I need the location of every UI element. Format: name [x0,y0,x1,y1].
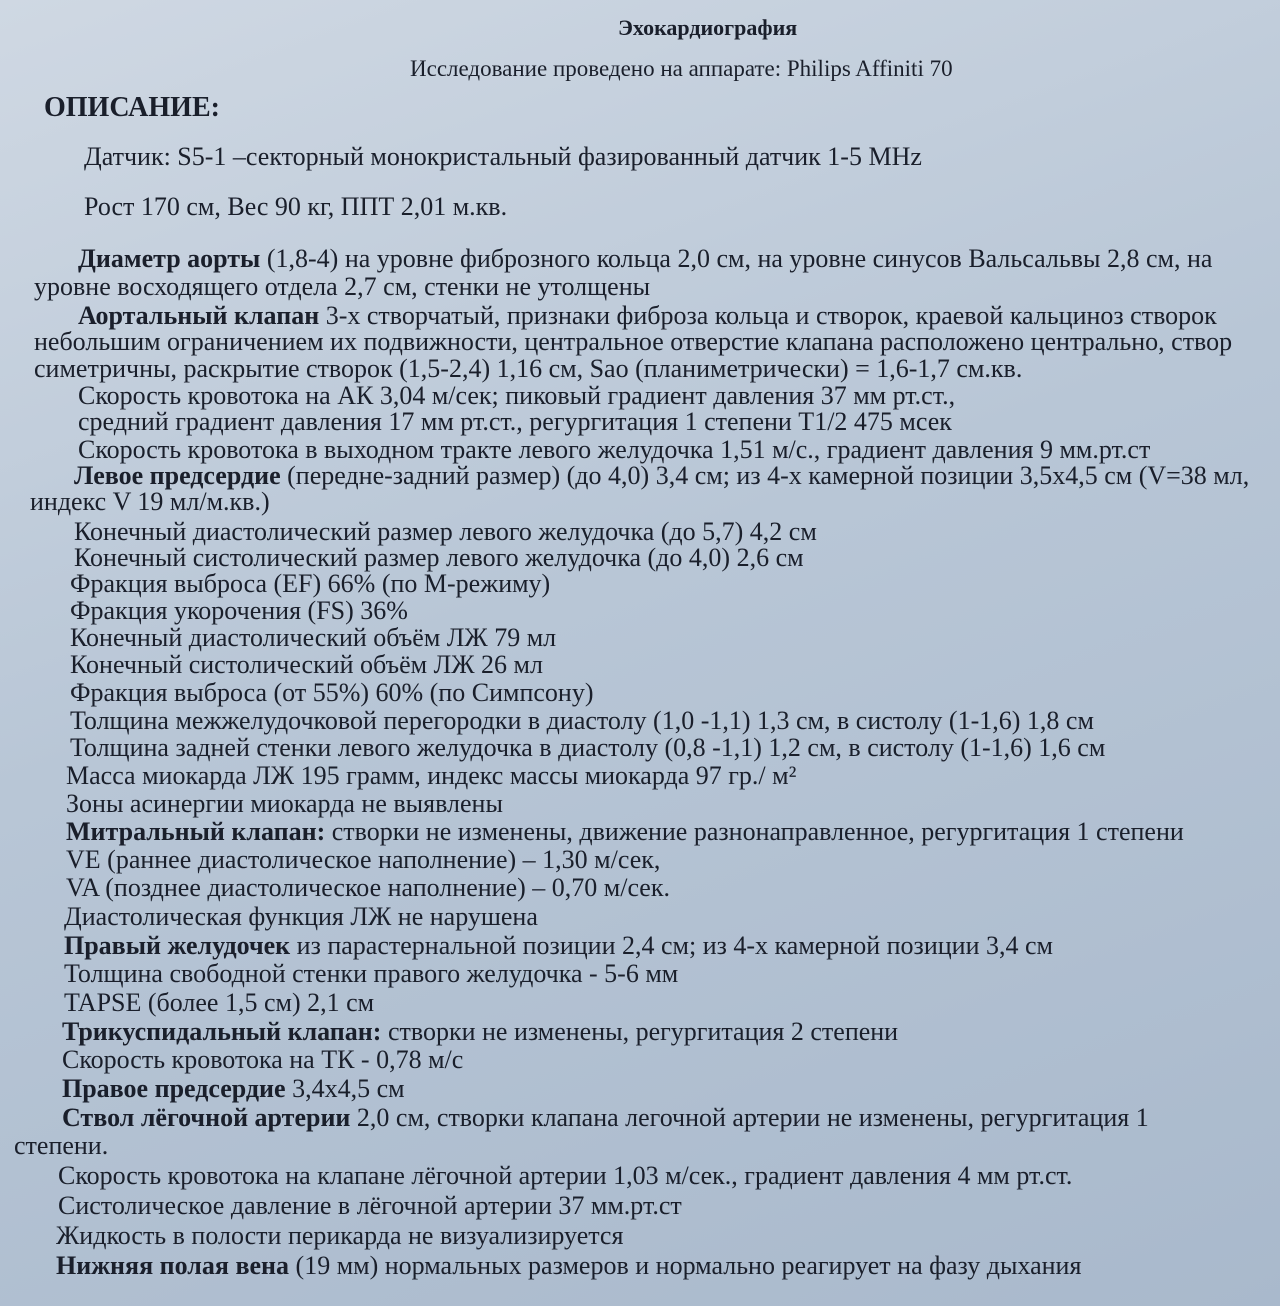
line-text: 3-х створчатый, признаки фиброза кольца и створок, краевой кальциноз створок [319,301,1217,330]
report-line [34,273,650,301]
report-line [70,624,556,652]
report-line [14,1132,108,1160]
section-label: Трикуспидальный клапан: [62,1017,382,1046]
device-line: Исследование проведено на аппарате: Philips Affiniti 70 [410,56,953,81]
line-text: Толщина межжелудочковой перегородки в диастолу (1,0 -1,1) 1,3 см, в систолу (1-1,6) 1,8 см [70,706,1094,735]
report-line [74,544,804,572]
line-text: 3,4х4,5 см [285,1074,405,1103]
report-line [64,960,678,988]
report-title: Эхокардиография [618,15,798,40]
report-line [62,1046,463,1074]
line-text: (передне-задний размер) (до 4,0) 3,4 см; из 4-х камерной позиции 3,5х4,5 см (V=38 мл, [280,461,1250,490]
report-line [64,932,1053,960]
report-line [62,1104,1149,1132]
report-line [30,488,270,516]
report-line [66,874,670,902]
line-text: Диастолическая функция ЛЖ не нарушена [64,902,538,931]
report-line [74,462,1249,490]
report-line [70,651,543,679]
section-label: Правый желудочек [64,931,291,960]
line-text: Фракция укорочения (FS) 36% [70,596,408,625]
report-line [62,1018,898,1046]
line-text: степени. [14,1131,109,1160]
line-text: Скорость кровотока на клапане лёгочной артерии 1,03 м/сек., градиент давления 4 мм рт.ст. [58,1161,1073,1190]
line-text: Скорость кровотока на АК 3,04 м/сек; пиковый градиент давления 37 мм рт.ст., [78,381,956,410]
line-text: Толщина свободной стенки правого желудочка - 5-6 мм [64,959,679,988]
report-line [66,818,1184,846]
report-line [34,328,1232,356]
report-line [66,846,660,874]
line-text: индекс V 19 мл/м.кв.) [30,487,270,516]
report-line [58,1162,1072,1190]
report-line [78,245,1212,273]
report-line [66,762,796,790]
section-label: Ствол лёгочной артерии [62,1103,351,1132]
line-text: Фракция выброса (EF) 66% (по М-режиму) [70,569,551,598]
report-line [78,302,1217,330]
line-text: Масса миокарда ЛЖ 195 грамм, индекс массы миокарда 97 гр./ м² [66,761,797,790]
report-line [64,989,374,1017]
line-text: Конечный диастолический объём ЛЖ 79 мл [70,623,557,652]
line-text: из парастернальной позиции 2,4 см; из 4-х камерной позиции 3,4 см [290,931,1053,960]
line-text: Конечный систолический объём ЛЖ 26 мл [70,650,543,679]
report-line [70,707,1094,735]
sensor-line: Датчик: S5-1 –секторный монокристальный фазированный датчик 1-5 MHz [84,142,922,171]
report-line [66,790,503,818]
report-line [58,1192,682,1220]
line-text: симетричны, раскрытие створок (1,5-2,4) 1,16 см, Sao (планиметрически) = 1,6-1,7 см.кв. [34,354,1023,383]
line-text: 2,0 см, створки клапана легочной артерии не изменены, регургитация 1 [350,1103,1149,1132]
line-text: TAPSE (более 1,5 см) 2,1 см [64,988,375,1017]
report-line [34,355,1022,383]
line-text: VA (позднее диастолическое наполнение) – 0,70 м/сек. [66,873,670,902]
line-text: Зоны асинергии миокарда не выявлены [66,789,503,818]
report-line [70,734,1105,762]
section-label: Аортальный клапан [78,301,320,330]
line-text: Фракция выброса (от 55%) 60% (по Симпсону) [70,678,594,707]
report-line [74,518,817,546]
line-text: створки не изменены, движение разнонаправленное, регургитация 1 степени [325,817,1184,846]
line-text: Конечный систолический размер левого желудочка (до 4,0) 2,6 см [74,543,804,572]
section-label: Диаметр аорты [78,244,261,273]
line-text: Систолическое давление в лёгочной артерии 37 мм.рт.ст [58,1191,682,1220]
line-text: створки не изменены, регургитация 2 степени [381,1017,899,1046]
line-text: небольшим ограничением их подвижности, центральное отверстие клапана расположено центрально, створ [34,327,1233,356]
section-label: Нижняя полая вена [56,1251,290,1280]
anthropometry-line: Рост 170 см, Вес 90 кг, ППТ 2,01 м.кв. [84,192,508,221]
line-text: (19 мм) нормальных размеров и нормально реагирует на фазу дыхания [289,1251,1082,1280]
report-line [78,436,1150,464]
line-text: Конечный диастолический размер левого желудочка (до 5,7) 4,2 см [74,517,817,546]
section-label: Левое предсердие [74,461,281,490]
report-line [62,1075,405,1103]
line-text: Скорость кровотока в выходном тракте левого желудочка 1,51 м/с., градиент давления 9 мм.рт.ст [78,435,1151,464]
line-text: Скорость кровотока на ТК - 0,78 м/с [62,1045,464,1074]
line-text: Жидкость в полости перикарда не визуализируется [56,1221,624,1250]
line-text: уровне восходящего отдела 2,7 см, стенки не утолщены [34,272,651,301]
report-line [56,1252,1081,1280]
section-label: Митральный клапан: [66,817,326,846]
description-heading: ОПИСАНИЕ: [44,92,220,123]
report-line [70,597,408,625]
line-text: VE (раннее диастолическое наполнение) – 1,30 м/сек, [66,845,661,874]
section-label: Правое предсердие [62,1074,286,1103]
line-text: Толщина задней стенки левого желудочка в диастолу (0,8 -1,1) 1,2 см, в систолу (1-1,6) 1,6 см [70,733,1106,762]
line-text: средний градиент давления 17 мм рт.ст., регургитация 1 степени T1/2 475 мсек [78,407,952,436]
line-text: (1,8-4) на уровне фиброзного кольца 2,0 см, на уровне синусов Вальсальвы 2,8 см, на [260,244,1213,273]
report-line [56,1222,623,1250]
report-line [78,408,952,436]
report-line [78,382,955,410]
report-line [70,570,550,598]
report-line [70,679,593,707]
report-line [64,903,538,931]
